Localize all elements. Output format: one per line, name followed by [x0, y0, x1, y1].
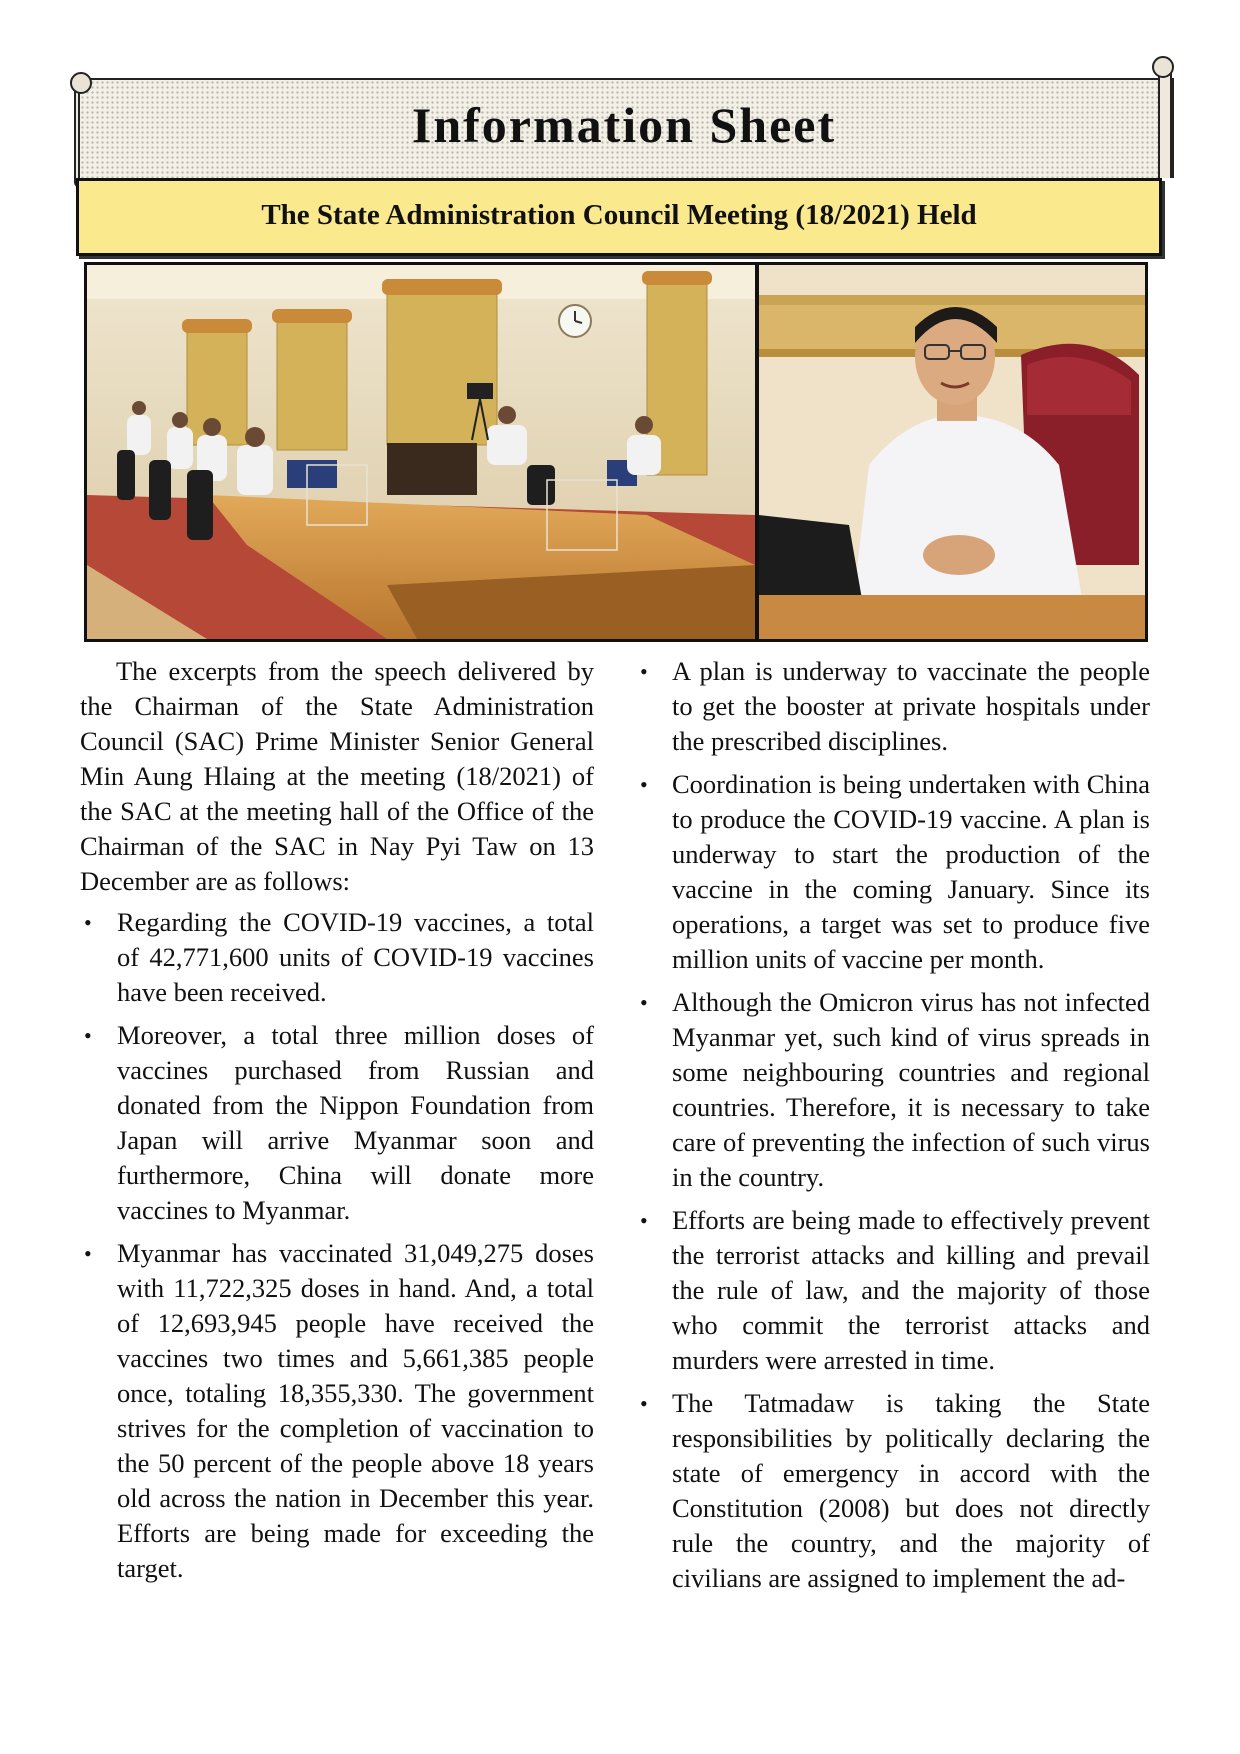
list-item-text: Although the Omicron virus has not infected Myanmar yet, such kind of virus spreads in some neighbouring countries and regional countries. Therefore, it is necessary to take care of preventing the infection of such virus in the country. [672, 987, 1150, 1192]
photo-frame [84, 262, 1148, 642]
article-column-right [636, 654, 1150, 1604]
bullet-list-right [636, 654, 1150, 1596]
list-item-text: The Tatmadaw is taking the State responsibilities by politically declaring the state of emergency in accord with the Constitution (2008) but does not directly rule the country, and the majority of civilians are assigned to implement the ad- [672, 1388, 1150, 1593]
list-item [636, 985, 1150, 1195]
bullet-icon: • [84, 910, 92, 935]
bullet-icon: • [84, 1023, 92, 1048]
bullet-icon: • [640, 772, 648, 797]
list-item-text: Efforts are being made to effectively prevent the terrorist attacks and killing and prevail the rule of law, and the majority of those who commit the terrorist attacks and murders were arrested in time. [672, 1205, 1150, 1375]
bullet-icon: • [640, 1208, 648, 1233]
list-item-text: Myanmar has vaccinated 31,049,275 doses with 11,722,325 doses in hand. And, a total of 12,693,945 people have received the vaccines two times and 5,661,385 people once, totaling 18,355,330. The government strives for the completion of vaccination to the 50 percent of the people above 18 years old across the nation in December this year. Efforts are being made for exceeding the target. [117, 1238, 594, 1583]
list-item [636, 1203, 1150, 1378]
list-item [636, 767, 1150, 977]
bullet-list-left [80, 905, 594, 1586]
page-title: Information Sheet [411, 97, 837, 153]
list-item-text: Coordination is being undertaken with China to produce the COVID-19 vaccine. A plan is underway to start the production of the vaccine in the coming January. Since its operations, a target was set to produce five million units of vaccine per month. [672, 769, 1150, 974]
list-item-text: A plan is underway to vaccinate the people to get the booster at private hospitals under the prescribed disciplines. [672, 656, 1150, 756]
list-item [80, 905, 594, 1010]
chairman-speaking-photo [759, 265, 1145, 639]
scroll-knob-left-icon [70, 72, 92, 94]
bullet-icon: • [640, 1391, 648, 1416]
council-meeting-hall-photo [87, 265, 755, 639]
subtitle-bar [76, 178, 1162, 256]
article-intro: The excerpts from the speech delivered by the Chairman of the State Administration Council (SAC) Prime Minister Senior General Min Aung Hlaing at the meeting (18/2021) of the SAC at the meeting hall of the Office of the Chairman of the SAC in Nay Pyi Taw on 13 December are as follows: [80, 656, 594, 896]
article-headline: The State Administration Council Meeting (18/2021) Held [261, 199, 977, 231]
list-item [636, 1386, 1150, 1596]
list-item-text: Moreover, a total three million doses of vaccines purchased from Russian and donated from the Nippon Foundation from Japan will arrive Myanmar soon and furthermore, China will donate more vaccines to Myanmar. [117, 1020, 594, 1225]
bullet-icon: • [640, 659, 648, 684]
list-item [80, 1018, 594, 1228]
bullet-icon: • [640, 990, 648, 1015]
article-column-left [80, 654, 594, 1594]
list-item [636, 654, 1150, 759]
bullet-icon: • [84, 1241, 92, 1266]
list-item [80, 1236, 594, 1586]
scroll-knob-right-icon [1152, 56, 1174, 78]
list-item-text: Regarding the COVID-19 vaccines, a total of 42,771,600 units of COVID-19 vaccines have been received. [117, 907, 594, 1007]
